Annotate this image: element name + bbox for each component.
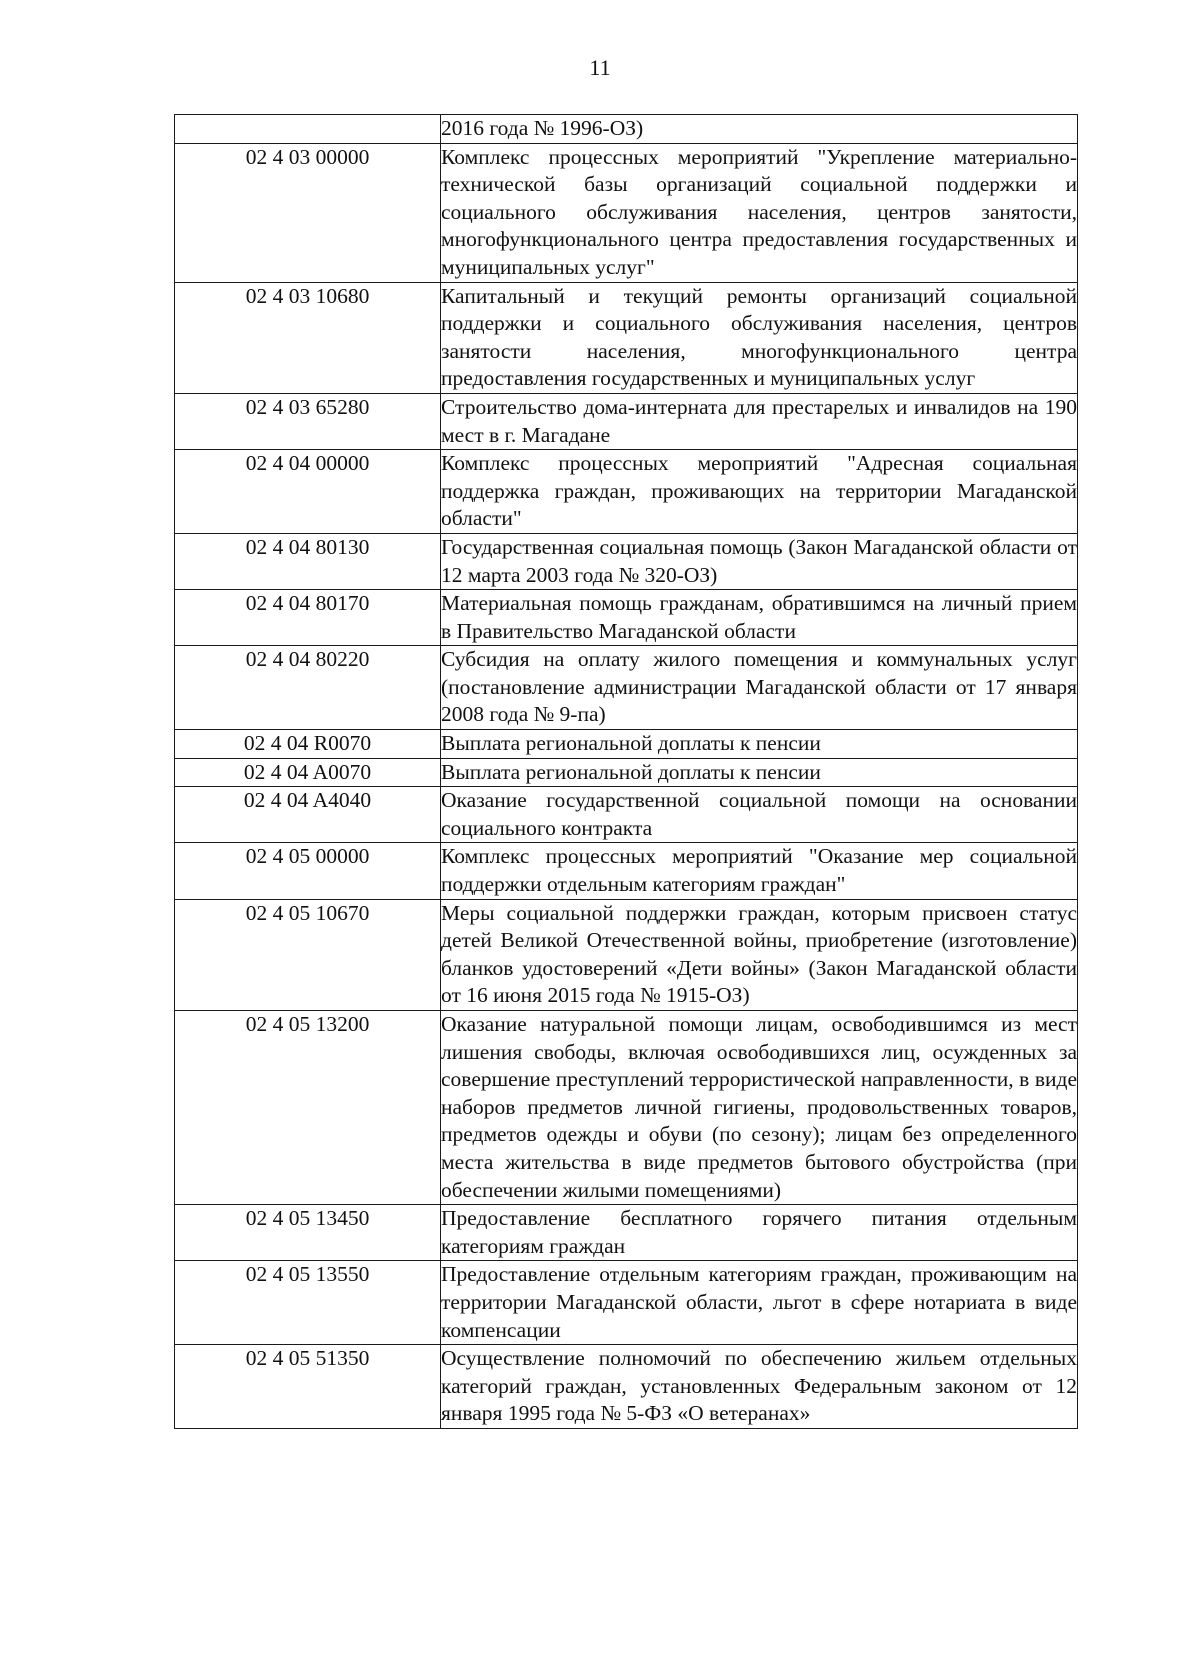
table-row bbox=[175, 143, 1078, 282]
row-description: Капитальный и текущий ремонты организаций социальной поддержки и социального обслуживания населения, центров занятости населения, многофункционального центра предоставления государственных и муниципальных услуг bbox=[441, 282, 1078, 393]
row-code: 02 4 04 80170 bbox=[175, 590, 441, 646]
table-row bbox=[175, 1345, 1078, 1429]
table-row bbox=[175, 1205, 1078, 1261]
row-description: Государственная социальная помощь (Закон Магаданской области от 12 марта 2003 года № 320-ОЗ) bbox=[441, 533, 1078, 589]
row-description: Выплата региональной доплаты к пенсии bbox=[441, 730, 1078, 759]
row-code: 02 4 04 80130 bbox=[175, 533, 441, 589]
row-code: 02 4 04 00000 bbox=[175, 450, 441, 534]
row-code: 02 4 03 00000 bbox=[175, 143, 441, 282]
row-description: Комплекс процессных мероприятий "Оказание мер социальной поддержки отдельным категориям граждан" bbox=[441, 843, 1078, 899]
table-row bbox=[175, 787, 1078, 843]
table-row bbox=[175, 450, 1078, 534]
row-code: 02 4 03 65280 bbox=[175, 393, 441, 449]
table-row bbox=[175, 899, 1078, 1010]
row-code: 02 4 05 10670 bbox=[175, 899, 441, 1010]
row-description: Оказание государственной социальной помощи на основании социального контракта bbox=[441, 787, 1078, 843]
row-description: Оказание натуральной помощи лицам, освободившимся из мест лишения свободы, включая освободившихся лиц, осужденных за совершение преступлений террористической направленности, в виде наборов предметов личной гигиены, продовольственных товаров, предметов одежды и обуви (по сезону); лицам без определенного места жительства в виде предметов бытового обустройства (при обеспечении жилыми помещениями) bbox=[441, 1011, 1078, 1205]
row-description: Строительство дома-интерната для престарелых и инвалидов на 190 мест в г. Магадане bbox=[441, 393, 1078, 449]
row-description: 2016 года № 1996-ОЗ) bbox=[441, 115, 1078, 144]
table-row bbox=[175, 533, 1078, 589]
row-description: Материальная помощь гражданам, обратившимся на личный прием в Правительство Магаданской области bbox=[441, 590, 1078, 646]
table-row bbox=[175, 1261, 1078, 1345]
table-row bbox=[175, 758, 1078, 787]
row-code: 02 4 05 51350 bbox=[175, 1345, 441, 1429]
row-code: 02 4 05 13550 bbox=[175, 1261, 441, 1345]
row-code bbox=[175, 115, 441, 144]
row-description: Осуществление полномочий по обеспечению жильем отдельных категорий граждан, установленных Федеральным законом от 12 января 1995 года № 5-ФЗ «О ветеранах» bbox=[441, 1345, 1078, 1429]
row-description: Выплата региональной доплаты к пенсии bbox=[441, 758, 1078, 787]
table-row bbox=[175, 115, 1078, 144]
row-code: 02 4 05 13450 bbox=[175, 1205, 441, 1261]
row-code: 02 4 04 R0070 bbox=[175, 730, 441, 759]
table-row bbox=[175, 282, 1078, 393]
table-row bbox=[175, 843, 1078, 899]
budget-codes-table bbox=[174, 114, 1078, 1429]
row-code: 02 4 04 80220 bbox=[175, 646, 441, 730]
page-number: 11 bbox=[589, 55, 611, 80]
table-row bbox=[175, 646, 1078, 730]
row-code: 02 4 03 10680 bbox=[175, 282, 441, 393]
row-code: 02 4 05 00000 bbox=[175, 843, 441, 899]
row-code: 02 4 04 A0070 bbox=[175, 758, 441, 787]
table-row bbox=[175, 393, 1078, 449]
table-row bbox=[175, 590, 1078, 646]
row-description: Субсидия на оплату жилого помещения и коммунальных услуг (постановление администрации Магаданской области от 17 января 2008 года № 9-па) bbox=[441, 646, 1078, 730]
row-description: Меры социальной поддержки граждан, которым присвоен статус детей Великой Отечественной войны, приобретение (изготовление) бланков удостоверений «Дети войны» (Закон Магаданской области от 16 июня 2015 года № 1915-ОЗ) bbox=[441, 899, 1078, 1010]
row-description: Предоставление отдельным категориям граждан, проживающим на территории Магаданской области, льгот в сфере нотариата в виде компенсации bbox=[441, 1261, 1078, 1345]
table-row bbox=[175, 1011, 1078, 1205]
row-description: Комплекс процессных мероприятий "Адресная социальная поддержка граждан, проживающих на территории Магаданской области" bbox=[441, 450, 1078, 534]
table-row bbox=[175, 730, 1078, 759]
row-code: 02 4 05 13200 bbox=[175, 1011, 441, 1205]
row-code: 02 4 04 A4040 bbox=[175, 787, 441, 843]
row-description: Комплекс процессных мероприятий "Укрепление материально-технической базы организаций социальной поддержки и социального обслуживания населения, центров занятости, многофункционального центра предоставления государственных и муниципальных услуг" bbox=[441, 143, 1078, 282]
row-description: Предоставление бесплатного горячего питания отдельным категориям граждан bbox=[441, 1205, 1078, 1261]
